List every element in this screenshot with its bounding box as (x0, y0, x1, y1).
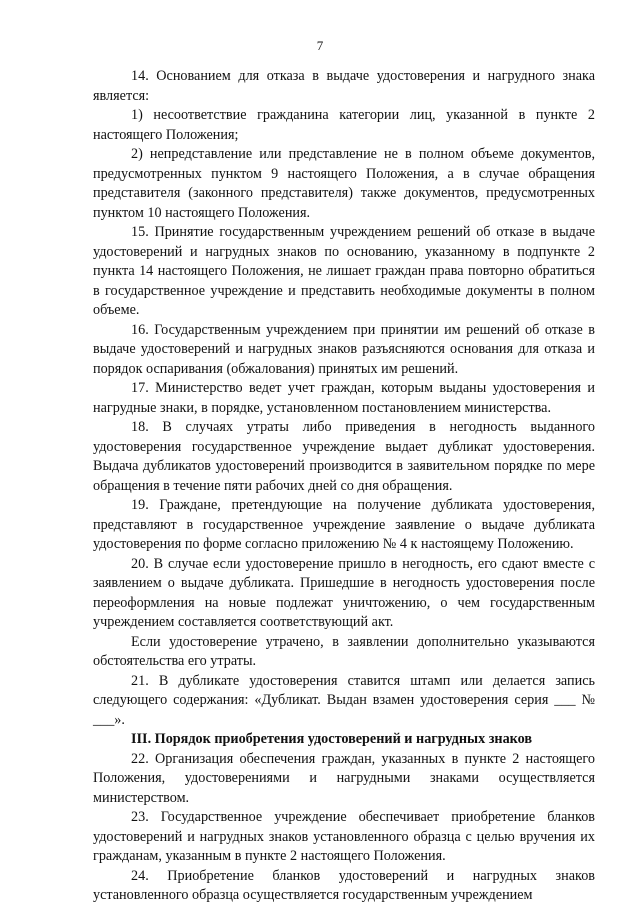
paragraph-19: 19. Граждане, претендующие на получение дубликата удостоверения, представляют в государственное учреждение заявление о выдаче дубликата удостоверения по форме согласно приложению № 4 к настоящему Положению. (93, 497, 595, 552)
paragraph-24: 24. Приобретение бланков удостоверений и нагрудных знаков установленного образца осуществляется государственным учреждением (93, 867, 595, 903)
paragraph-17: 17. Министерство ведет учет граждан, которым выданы удостоверения и нагрудные знаки, в порядке, установленном постановлением министерства. (93, 380, 595, 416)
paragraph-23: 23. Государственное учреждение обеспечивает приобретение бланков удостоверений и нагрудных знаков установленного образца с целью вручения их гражданам, указанным в пункте 2 настоящего Положения. (93, 809, 595, 864)
paragraph-14-item-2: 2) непредставление или представление не в полном объеме документов, предусмотренных пунктом 9 настоящего Положения, а в случае обращения представителя (законного представителя) также документов, предусмотренных пунктом 10 настоящего Положения. (93, 146, 595, 221)
document-body (93, 67, 595, 906)
paragraph-14: 14. Основанием для отказа в выдаче удостоверения и нагрудного знака является: (93, 68, 595, 104)
paragraph-20-continued: Если удостоверение утрачено, в заявлении дополнительно указываются обстоятельства его утраты. (93, 633, 595, 669)
paragraph-18: 18. В случаях утраты либо приведения в негодность выданного удостоверения государственное учреждение выдает дубликат удостоверения. Выдача дубликатов удостоверений производится в заявительном порядке по мере обращения в течение пяти рабочих дней со дня обращения. (93, 419, 595, 494)
paragraph-21: 21. В дубликате удостоверения ставится штамп или делается запись следующего содержания: «Дубликат. Выдан взамен удостоверения серия ___ № ___». (93, 672, 595, 728)
paragraph-20: 20. В случае если удостоверение пришло в негодность, его сдают вместе с заявлением о выдаче дубликата. Пришедшие в негодность удостоверения после переоформления на новые подлежат уничтожению, о чем государственным учреждением составляется соответствующий акт. (93, 555, 595, 630)
paragraph-14-item-1: 1) несоответствие гражданина категории лиц, указанной в пункте 2 настоящего Положения; (93, 107, 595, 143)
page-number: 7 (316, 38, 324, 53)
section-heading: III. Порядок приобретения удостоверений и нагрудных знаков (131, 731, 533, 747)
paragraph-15: 15. Принятие государственным учреждением решений об отказе в выдаче удостоверений и нагрудных знаков по основанию, указанному в подпункте 2 пункта 14 настоящего Положения, не лишает граждан права повторно обратиться в государственное учреждение и представить необходимые документы в полном объеме. (93, 224, 595, 318)
paragraph-22: 22. Организация обеспечения граждан, указанных в пункте 2 настоящего Положения, удостоверениями и нагрудными знаками осуществляется министерством. (93, 750, 595, 806)
paragraph-16: 16. Государственным учреждением при принятии им решений об отказе в выдаче удостоверений и нагрудных знаков разъясняются основания для отказа и порядок оспаривания (обжалования) принятых им решений. (93, 321, 595, 377)
